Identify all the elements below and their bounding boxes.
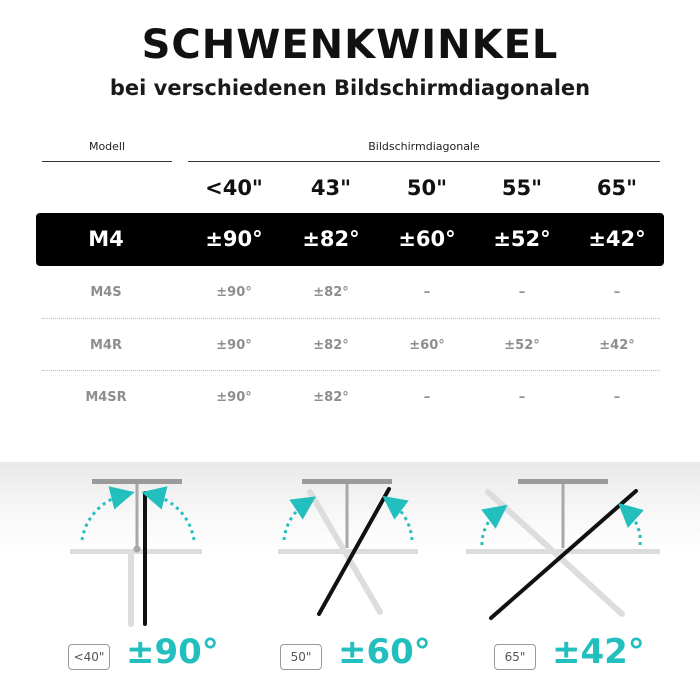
angle-cell: ±82°	[302, 227, 360, 251]
angle-cell: –	[518, 285, 526, 300]
size-header: 55"	[501, 176, 543, 200]
size-header: 43"	[310, 176, 352, 200]
angle-cell: ±42°	[588, 227, 646, 251]
ceiling-plate	[302, 479, 392, 484]
angle-cell: ±42°	[599, 338, 635, 353]
page-subtitle: bei verschiedenen Bildschirmdiagonalen	[109, 76, 591, 100]
swivel-arrow-left-icon	[482, 512, 498, 545]
size-label: 50"	[280, 644, 322, 670]
angle-cell: –	[613, 390, 621, 405]
diagram-60	[278, 479, 418, 614]
angle-cell: ±52°	[504, 338, 540, 353]
angle-cell: –	[613, 285, 621, 300]
page-title: SCHWENKWINKEL	[141, 22, 559, 68]
swivel-arrow-left-icon	[284, 503, 306, 540]
model-name: M4S	[90, 285, 122, 300]
size-label: <40"	[68, 644, 110, 670]
ceiling-plate	[92, 479, 182, 484]
diagonal-column-header: Bildschirmdiagonale	[368, 140, 480, 153]
angle-cell: ±82°	[313, 285, 349, 300]
angle-cell: –	[423, 285, 431, 300]
angle-label: ±90°	[126, 632, 219, 672]
angle-cell: ±52°	[493, 227, 551, 251]
angle-cell: ±90°	[216, 338, 252, 353]
angle-cell: ±90°	[216, 285, 252, 300]
angle-cell: –	[423, 390, 431, 405]
angle-cell: ±82°	[313, 390, 349, 405]
angle-cell: ±90°	[205, 227, 263, 251]
model-name: M4	[88, 227, 124, 251]
pivot-dot	[134, 546, 141, 553]
swivel-arrow-right-icon	[153, 495, 194, 540]
angle-cell: ±60°	[409, 338, 445, 353]
diagram-42	[466, 479, 660, 618]
angle-cell: ±60°	[398, 227, 456, 251]
model-name: M4SR	[85, 390, 127, 405]
size-header: <40"	[205, 176, 263, 200]
swivel-arrow-right-icon	[392, 503, 412, 540]
size-header: 50"	[406, 176, 448, 200]
angle-label: ±60°	[338, 632, 431, 672]
model-name: M4R	[90, 338, 122, 353]
swivel-arrow-left-icon	[82, 495, 123, 540]
angle-label: ±42°	[552, 632, 645, 672]
ceiling-plate	[518, 479, 608, 484]
swivel-arrow-right-icon	[627, 511, 640, 545]
model-column-header: Modell	[88, 140, 126, 153]
angle-cell: ±82°	[313, 338, 349, 353]
angle-cell: –	[518, 390, 526, 405]
size-label: 65"	[494, 644, 536, 670]
angle-cell: ±90°	[216, 390, 252, 405]
size-header: 65"	[596, 176, 638, 200]
diagram-90	[70, 479, 202, 624]
